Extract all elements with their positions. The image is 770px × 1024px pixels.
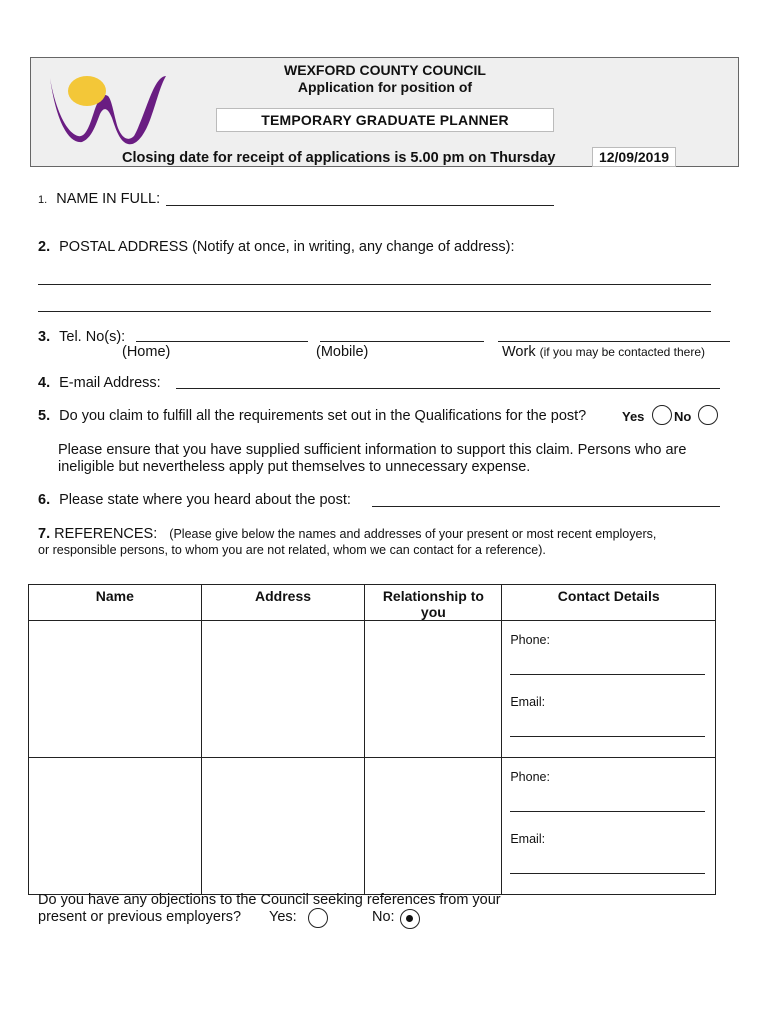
email-field[interactable]	[176, 388, 720, 389]
full-name-field[interactable]	[166, 205, 554, 206]
header-address: Address	[201, 585, 365, 621]
q5-number: 5.	[38, 408, 51, 424]
council-logo	[44, 66, 189, 146]
work-note: (if you may be contacted there)	[539, 345, 706, 359]
q1-number: 1.	[38, 194, 48, 206]
objection-line2: present or previous employers?	[38, 909, 242, 925]
q5-label: Do you claim to fulfill all the requirements set out in the Qualifications for the post?	[59, 408, 587, 424]
tel-work-field[interactable]	[498, 341, 730, 342]
q6-label: Please state where you heard about the post:	[59, 492, 351, 508]
ref2-phone-label: Phone:	[510, 770, 550, 784]
objection-line1: Do you have any objections to the Council seeking references from your	[38, 892, 501, 908]
logo-wave	[50, 76, 166, 144]
q2-number: 2.	[38, 239, 51, 255]
ref1-contact-cell	[502, 621, 716, 758]
q4-label: E-mail Address:	[59, 375, 161, 391]
q5-no-radio[interactable]	[698, 405, 718, 425]
references-table	[28, 584, 716, 895]
q3-number: 3.	[38, 329, 51, 345]
closing-date: 12/09/2019	[592, 147, 676, 167]
q5-yes-radio[interactable]	[652, 405, 672, 425]
logo-sun	[68, 76, 106, 106]
address-line-2[interactable]	[38, 311, 711, 312]
header-contact-details: Contact Details	[502, 585, 716, 621]
tel-mobile-field[interactable]	[320, 341, 484, 342]
q4-number: 4.	[38, 375, 51, 391]
table-row	[29, 758, 716, 895]
table-row	[29, 621, 716, 758]
ref2-address-cell[interactable]	[201, 758, 365, 895]
q4-label-group	[38, 375, 161, 391]
q5-no-label: No	[674, 409, 692, 424]
ref2-phone-field[interactable]	[510, 811, 705, 812]
ref2-name-cell[interactable]	[29, 758, 202, 895]
table-header-row	[29, 585, 716, 621]
q1-label: NAME IN FULL:	[56, 191, 161, 207]
q1-label-group	[38, 191, 160, 207]
work-caption: Work	[502, 344, 536, 360]
header-relationship: Relationship to you	[365, 585, 502, 621]
q7-note-line2: or responsible persons, to whom you are not related, whom we can contact for a reference).	[38, 543, 546, 557]
ref1-email-field[interactable]	[510, 736, 705, 737]
mobile-caption: (Mobile)	[316, 344, 369, 360]
ref2-email-field[interactable]	[510, 873, 705, 874]
q3-label: Tel. No(s):	[59, 329, 126, 345]
q2-label-group	[38, 239, 514, 255]
ref1-address-cell[interactable]	[201, 621, 365, 758]
application-for: Application for position of	[297, 79, 473, 95]
q7-note-line1: (Please give below the names and addresses of your present or most recent employers,	[169, 527, 657, 541]
ref1-relationship-cell[interactable]	[365, 621, 502, 758]
work-caption-group	[502, 344, 705, 360]
q5-label-group	[38, 408, 586, 424]
q7-label-group	[38, 526, 656, 542]
council-name: WEXFORD COUNTY COUNCIL	[284, 62, 486, 78]
q6-number: 6.	[38, 492, 51, 508]
home-caption: (Home)	[122, 344, 171, 360]
objection-no-radio[interactable]	[400, 909, 420, 929]
q5-note-line1: Please ensure that you have supplied sufficient information to support this claim. Persons who are	[58, 442, 687, 458]
tel-home-field[interactable]	[136, 341, 308, 342]
ref2-email-label: Email:	[510, 832, 546, 846]
closing-text: Closing date for receipt of applications is 5.00 pm on Thursday	[122, 150, 556, 166]
objection-no-label: No:	[372, 909, 395, 925]
ref2-relationship-cell[interactable]	[365, 758, 502, 895]
ref1-email-label: Email:	[510, 695, 546, 709]
q6-label-group	[38, 492, 351, 508]
ref1-phone-label: Phone:	[510, 633, 550, 647]
header-name: Name	[29, 585, 202, 621]
objection-yes-label: Yes:	[269, 909, 297, 925]
q5-note-line2: ineligible but nevertheless apply put themselves to unnecessary expense.	[58, 459, 531, 475]
q2-label: POSTAL ADDRESS (Notify at once, in writing, any change of address):	[59, 239, 515, 255]
q7-label: REFERENCES	[54, 526, 154, 542]
ref2-contact-cell	[502, 758, 716, 895]
objection-yes-radio[interactable]	[308, 908, 328, 928]
heard-about-field[interactable]	[372, 506, 720, 507]
ref1-name-cell[interactable]	[29, 621, 202, 758]
ref1-phone-field[interactable]	[510, 674, 705, 675]
selected-dot	[406, 915, 413, 922]
position-title: TEMPORARY GRADUATE PLANNER	[216, 108, 554, 132]
q7-number: 7.	[38, 526, 51, 542]
q7-colon: :	[153, 526, 158, 542]
q5-yes-label: Yes	[622, 409, 645, 424]
q3-label-group	[38, 329, 125, 345]
address-line-1[interactable]	[38, 284, 711, 285]
